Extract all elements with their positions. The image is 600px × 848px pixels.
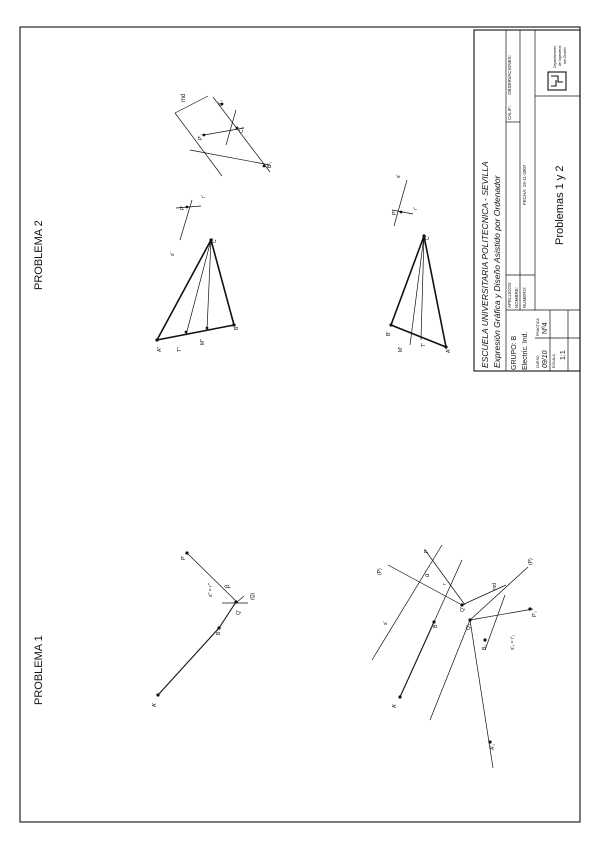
p2-label-m2: M' [398, 346, 404, 352]
p2-label-c: C' [212, 238, 218, 243]
p2-label-p2: P' [392, 210, 398, 215]
title-block-school: ESCUELA UNIVERSITARIA POLITECNICA - SEVILLA [480, 161, 490, 368]
title-block-escala: 1:1 [560, 350, 567, 360]
problem-1-upper-construction [152, 551, 256, 707]
p2-label-r2: r' [413, 207, 419, 210]
title-block-title: Problemas 1 y 2 [554, 165, 566, 245]
title-block-curso-label: CURSO [536, 355, 540, 368]
problem-2-title: PROBLEMA 2 [33, 220, 45, 290]
title-block-numero: NUMERO: [522, 286, 527, 308]
problem-1-title: PROBLEMA 1 [33, 635, 45, 705]
p1-label-q-low: Q' [460, 607, 466, 612]
p1-label-q2: (Q) [250, 592, 256, 600]
title-block [474, 30, 580, 371]
title-block-curso: 09/10 [542, 350, 549, 368]
p1-label-q1: Q'₁ [466, 623, 472, 630]
title-block-practica-label: PRACTICA [536, 318, 540, 336]
p1-label-p-par2: (P) [528, 558, 534, 565]
p2-label-p1: P'₁ [198, 134, 204, 140]
p1-label-p: P' [181, 555, 187, 560]
p2-label-a1: A'₁ [218, 100, 224, 106]
title-block-subject: Expresión Gráfica y Diseño Asistido por Ordenador [492, 175, 502, 368]
p1-label-b-low: B [433, 624, 439, 628]
title-block-calif: CALIF.: [507, 105, 512, 120]
title-block-dept-line3: del Diseño [563, 47, 567, 64]
title-block-escala-label: ESCALA [552, 354, 556, 368]
p1-label-a: A' [152, 702, 158, 707]
p1-label-q: Q' [236, 610, 242, 615]
p2-label-b2: B' [386, 331, 392, 336]
problem-1-lower-construction [372, 545, 538, 768]
p2-label-m: M'' [200, 338, 206, 345]
title-block-nombre: NOMBRE: [514, 286, 519, 308]
sheet-frame [20, 27, 580, 822]
p1-label-p1: P'₁ [532, 611, 538, 617]
p1-label-p-low: P' [424, 548, 430, 553]
title-block-grupo: GRUPO: B [511, 335, 518, 370]
p2-label-c1: C'₁ [239, 126, 245, 133]
p2-label-p: P' [180, 205, 186, 210]
p2-label-b1: B'₁ [267, 162, 273, 168]
title-block-apellidos: APELLIDOS: [507, 281, 512, 308]
p1-label-s-eq-r: s'' = r'' [208, 583, 214, 597]
title-block-observaciones: OBSERVACIONES: [507, 55, 512, 95]
problem-2-lower-construction [386, 175, 452, 354]
p1-label-r-low: r [442, 583, 448, 585]
p1-label-beta: β [225, 584, 231, 588]
p1-label-md: md [492, 583, 498, 590]
p2-label-t: T'' [177, 347, 183, 352]
p2-label-s: s' [170, 252, 176, 256]
p1-label-a1: A'₁ [490, 744, 496, 750]
p2-label-b: B'' [234, 324, 240, 330]
p1-label-alpha: α [425, 573, 431, 577]
p2-label-t2: T' [421, 342, 427, 347]
p2-label-c2: C' [425, 235, 431, 240]
problem-2-upper-construction [155, 94, 273, 352]
p1-label-b1: B₁ [482, 644, 488, 650]
p2-label-a3: A' [446, 348, 452, 353]
p2-label-r: r' [201, 195, 207, 198]
p1-label-s-low: s' [383, 621, 389, 625]
department-logo-icon [548, 72, 566, 90]
title-block-practica: Nº4 [542, 322, 549, 334]
p1-label-a2: A' [392, 703, 398, 708]
title-block-fecha: FECHA: 19-11-2007 [522, 164, 527, 205]
title-block-titulacion: Electric. Ind. [522, 331, 529, 370]
p2-label-a: A'' [157, 346, 163, 352]
p1-label-b: B' [216, 630, 222, 635]
title-block-dept-line1: Departamento [553, 45, 557, 68]
p2-label-md: md [181, 93, 187, 102]
p1-label-sr: s'₁ = r'₁ [510, 634, 516, 650]
title-block-dept-line2: de Ingeniería [558, 45, 562, 66]
p1-label-p-par: (P) [377, 568, 383, 575]
p2-label-s2: s' [396, 174, 402, 178]
